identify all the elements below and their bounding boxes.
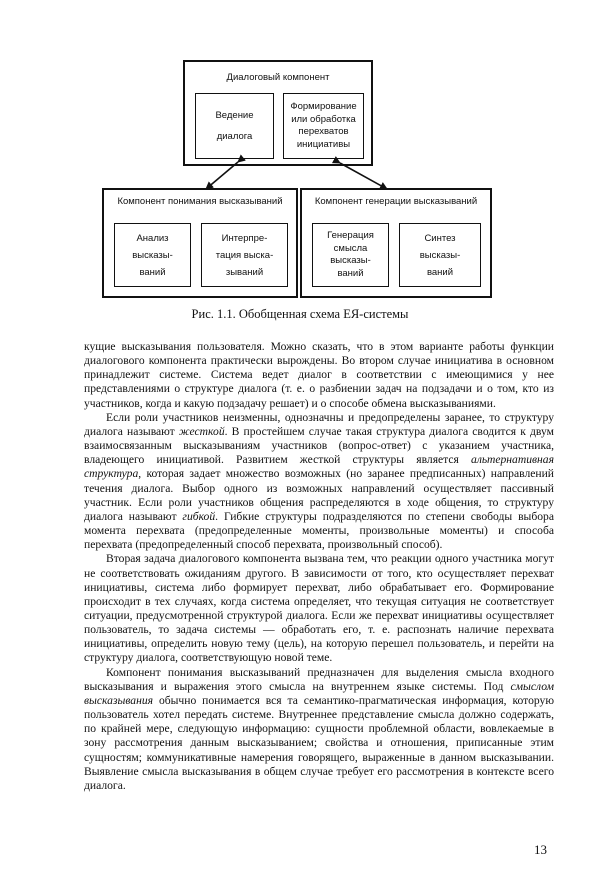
paragraph [84, 340, 554, 411]
arrow-right [340, 163, 387, 189]
generation-component-box [300, 188, 492, 298]
page-number: 13 [534, 842, 547, 857]
body-text [84, 340, 554, 793]
interpretation-box: Интерпре- тация выска- зываний [201, 223, 288, 287]
dialog-component-title: Диалоговый компонент [226, 72, 330, 83]
understanding-component-title: Компонент понимания высказываний [117, 196, 283, 207]
arrow-left [206, 162, 238, 189]
synthesis-box: Синтез высказы- ваний [399, 223, 481, 287]
system-diagram [0, 0, 600, 300]
text-run: , которая задает множество возможных (но заранее предписанных) направлений течения диалога. Выбор одного из возможных направлений осуществляет пассивный участник. Если роли участников общения распределяются в ходе общения, то структуру диалога называют [84, 467, 554, 523]
paragraph [84, 552, 554, 665]
text-run: Если роли участников неизменны, однозначны и предопределены заранее, то структуру диалога называют [84, 410, 554, 438]
dialog-management-box: Ведение диалога [195, 93, 274, 159]
paragraph [84, 411, 554, 553]
dialog-component-box [183, 60, 373, 166]
understanding-component-box [102, 188, 298, 298]
paragraph [84, 666, 554, 793]
italic-term: альтернативная структура [84, 453, 554, 481]
figure-caption: Рис. 1.1. Обобщенная схема ЕЯ-системы [191, 307, 409, 321]
text-run: . В простейшем случае такая структура диалога сводится к двум взаимосвязанным высказываниям участников (вопрос-ответ) с указанием участника, владеющего инициативой. Развитием жесткой структуры является [84, 424, 554, 467]
text-run: кущие высказывания пользователя. Можно сказать, что в этом варианте работы функции диалогового компонента практически вырождены. Во втором случае инициатива в основном принадлежит системе. Система ведет диалог в соответствии с имеющимися у нее представлениями о структуре диалога (т. е. о разбиении задач на подзадачи и о том, кто из участников, когда и какую подзадачу решает) и о способе обмена высказываниями. [84, 340, 554, 410]
text-run: обычно понимается вся та семантико-прагматическая информация, которую пользователь хотел передать системе. Внутреннее представление смысла должно содержать, по крайней мере, следующую информацию: сущности проблемной области, вовлекаемые в зону рассмотрения данным высказыванием; свойства и отношения, приписанные этим сущностям; коммуникативные намерения говорящего, выраженные в данном высказывании. Выявление смысла высказывания в общем случае требует его рассмотрения в контексте всего диалога. [84, 693, 554, 792]
italic-term: гибкой [182, 509, 216, 523]
analysis-box: Анализ высказы- ваний [114, 223, 191, 287]
italic-term: смыслом высказывания [84, 679, 554, 707]
generation-component-title: Компонент генерации высказываний [314, 196, 478, 207]
text-run: Вторая задача диалогового компонента вызвана тем, что реакции одного участника могут не соответствовать ожиданиям другого. В зависимости от того, кто осуществляет перехват инициативы, система либо формирует перехват, либо обрабатывает его. Формирование происходит в тех случаях, когда система определяет, что текущая ситуация не соответствует ситуации, предусмотренной структурой диалога. Если же перехват инициативы осуществляет пользователь, то задача системы — обработать его, т. е. распознать наличие перехвата инициативы, определить новую тему (цель), на которую перешел пользователь, и перейти на структуру диалога, соответствующую новой теме. [84, 552, 554, 665]
meaning-generation-box: Генерация смысла высказы- ваний [312, 223, 389, 287]
italic-term: жесткой [178, 424, 225, 438]
text-run: Компонент понимания высказываний предназначен для выделения смысла входного высказывания и выражения этого смысла на внутреннем языке системы. Под [84, 665, 554, 693]
text-run: . Гибкие структуры подразделяются по степени свободы выбора момента перехвата (предопределенные моменты, произвольные моменты) и способа перехвата (предопределенный способ перехвата, произвольный способ). [84, 509, 554, 552]
initiative-handling-box: Формирование или обработка перехватов инициативы [283, 93, 364, 159]
